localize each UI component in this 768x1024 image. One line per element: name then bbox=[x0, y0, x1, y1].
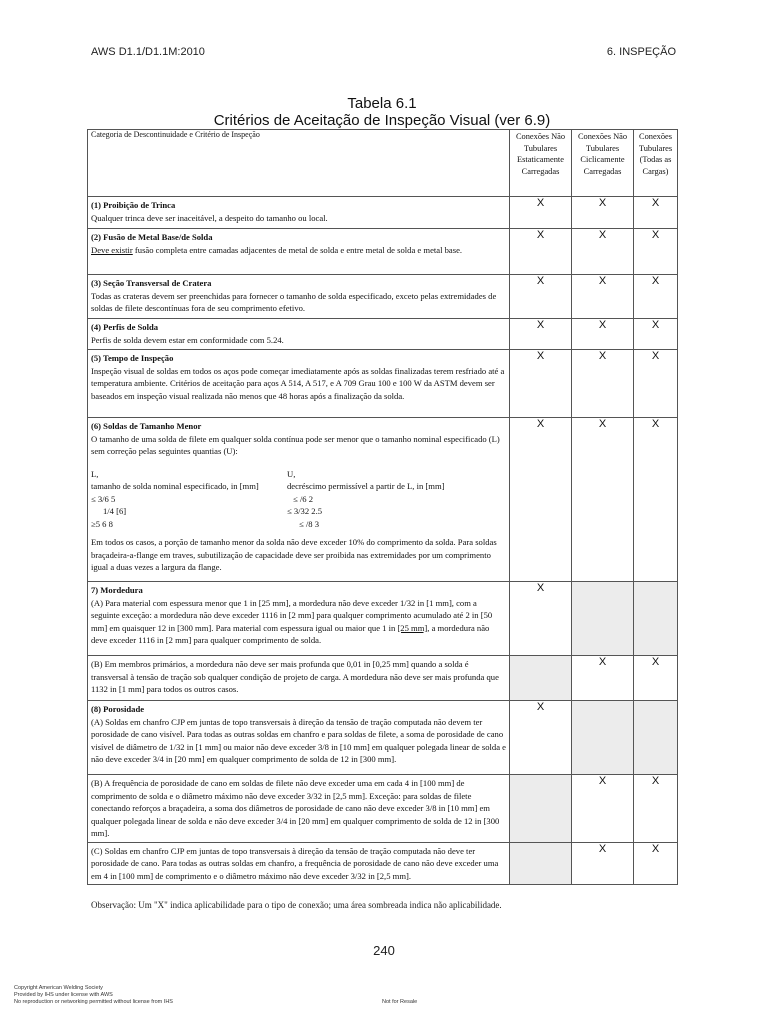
applicability-mark: X bbox=[572, 842, 634, 885]
applicability-mark: X bbox=[572, 350, 634, 418]
criterion-text: Qualquer trinca deve ser inaceitável, a despeito do tamanho ou local. bbox=[91, 212, 328, 223]
criterion-text bbox=[91, 597, 506, 647]
applicability-mark: X bbox=[510, 275, 572, 319]
table-row bbox=[88, 701, 678, 775]
applicability-mark: X bbox=[510, 229, 572, 275]
applicability-mark: X bbox=[634, 319, 678, 350]
nominal-size-column bbox=[91, 468, 287, 531]
criterion-underlined: [25 mm] bbox=[397, 622, 428, 633]
running-header-chapter: 6. INSPEÇÃO bbox=[606, 46, 676, 58]
table-header-row bbox=[88, 130, 678, 197]
criterion-note: Em todos os casos, a porção de tamanho menor da solda não deve exceder 10% do comprimento da solda. Para soldas braçadeira-a-flange em traves, subutilização de capacidade deve ser proibida nas extremidades por um comprimento igual a duas vezes a largura da flange. bbox=[91, 537, 497, 572]
applicability-mark: X bbox=[634, 842, 678, 885]
criterion-text: (B) Em membros primários, a mordedura não deve ser mais profunda que 0,01 in [0,25 mm] quando a solda é transversal à tensão de tração sob qualquer condição de projeto de carga. A mordedura não deve ser mais profunda que 1132 in [1 mm] para todos os outros casos. bbox=[91, 659, 499, 694]
copyright-line: Copyright American Welding Society bbox=[14, 985, 103, 991]
criterion-cell bbox=[88, 197, 510, 229]
criterion-cell bbox=[88, 775, 510, 843]
criterion-cell bbox=[88, 319, 510, 350]
acceptance-criteria-table bbox=[87, 129, 678, 885]
criterion-cell bbox=[88, 582, 510, 656]
applicability-mark: X bbox=[510, 701, 572, 775]
criterion-text: Todas as crateras devem ser preenchidas para fornecer o tamanho de solda especificado, exceto pelas extremidades de soldas de filete descontínuas fora de seu comprimento efetivo. bbox=[91, 290, 497, 313]
criterion-title: (6) Soldas de Tamanho Menor bbox=[91, 421, 202, 431]
criterion-cell bbox=[88, 656, 510, 701]
nominal-size-value: 1/4 [6] bbox=[103, 506, 127, 516]
table-number: Tabela 6.1 bbox=[347, 95, 417, 112]
applicability-mark: X bbox=[572, 418, 634, 582]
applicability-mark: X bbox=[572, 775, 634, 843]
license-line: Provided by IHS under license with AWS bbox=[14, 992, 113, 998]
nominal-size-head: L, bbox=[91, 468, 99, 479]
applicability-mark: X bbox=[572, 319, 634, 350]
reproduction-line: No reproduction or networking permitted without license from IHS bbox=[14, 999, 173, 1005]
header-static-nontubular: Conexões Não Tubulares Estaticamente Carregadas bbox=[510, 130, 572, 197]
applicability-mark: X bbox=[510, 197, 572, 229]
criterion-title: (8) Porosidade bbox=[91, 704, 145, 714]
table-row bbox=[88, 775, 678, 843]
criterion-text: (A) Soldas em chanfro CJP em juntas de topo transversais à direção da tensão de tração computada não devem ter porosidade de cano visível. Para todas as outras soldas em chanfro e para soldas de filete, a soma de porosidade de cano visível de diâmetro de 1/32 in [1 mm] ou maior não deve exceder 3/8 in [10 mm] em qualquer polegada linear de solda e não deve exceder 3/4 in [20 mm] em qualquer comprimento de solda de 12 in [300 mm]. bbox=[91, 716, 506, 764]
header-cyclic-nontubular: Conexões Não Tubulares Ciclicamente Carregadas bbox=[572, 130, 634, 197]
applicability-mark: X bbox=[634, 275, 678, 319]
not-applicable-cell bbox=[510, 775, 572, 843]
not-applicable-cell bbox=[634, 582, 678, 656]
not-for-resale: Not for Resale bbox=[382, 999, 418, 1005]
allowance-value: ≤ 3/32 2.5 bbox=[287, 506, 323, 516]
criterion-text-part: (A) Para material com espessura menor que 1 in [25 mm], a mordedura não deve exceder 1/32 in [1 mm], com a seguinte exceção: a mordedura não deve exceder 1116 in [2 mm] para qualquer comprimento acumulado até 2 in [50 mm] em quaisquer 12 in [300 mm]. Para material com espessura igual ou maior que 1 in bbox=[91, 597, 493, 633]
running-header-standard: AWS D1.1/D1.1M:2010 bbox=[91, 46, 205, 58]
table-row bbox=[88, 229, 678, 275]
criterion-text-part: , a mordedura não deve exceder 1116 in [2 mm] para qualquer comprimento de solda. bbox=[91, 622, 490, 645]
applicability-mark: X bbox=[572, 656, 634, 701]
criterion-title: (1) Proibição de Trinca bbox=[91, 200, 176, 210]
applicability-mark: X bbox=[572, 229, 634, 275]
criterion-cell bbox=[88, 842, 510, 885]
not-applicable-cell bbox=[572, 582, 634, 656]
not-applicable-cell bbox=[510, 656, 572, 701]
header-category: Categoria de Descontinuidade e Critério de Inspeção bbox=[88, 130, 510, 197]
table-row bbox=[88, 418, 678, 582]
applicability-mark: X bbox=[634, 656, 678, 701]
criterion-underlined: Deve existir bbox=[91, 244, 133, 255]
criterion-title: 7) Mordedura bbox=[91, 585, 143, 595]
applicability-mark: X bbox=[510, 418, 572, 582]
table-footnote: Observação: Um "X" indica aplicabilidade para o tipo de conexão; uma área sombreada indica não aplicabilidade. bbox=[91, 900, 502, 910]
criterion-cell bbox=[88, 229, 510, 275]
criterion-cell bbox=[88, 701, 510, 775]
not-applicable-cell bbox=[510, 842, 572, 885]
table-caption: Critérios de Aceitação de Inspeção Visual (ver 6.9) bbox=[213, 112, 551, 129]
criterion-cell bbox=[88, 418, 510, 582]
applicability-mark: X bbox=[510, 350, 572, 418]
table-title bbox=[87, 95, 677, 130]
table-row bbox=[88, 656, 678, 701]
table-row bbox=[88, 275, 678, 319]
criterion-text: O tamanho de uma solda de filete em qualquer solda contínua pode ser menor que o tamanho nominal especificado (L) sem correção pelas seguintes quantias (U): bbox=[91, 433, 500, 456]
table-row bbox=[88, 197, 678, 229]
nominal-size-desc: tamanho de solda nominal especificado, in [mm] bbox=[91, 481, 259, 491]
criterion-text: Perfis de solda devem estar em conformidade com 5.24. bbox=[91, 334, 284, 345]
applicability-mark: X bbox=[572, 197, 634, 229]
criterion-title: (5) Tempo de Inspeção bbox=[91, 353, 174, 363]
table-row bbox=[88, 842, 678, 885]
nominal-size-value: ≤ 3/6 5 bbox=[91, 493, 116, 504]
table-row bbox=[88, 582, 678, 656]
applicability-mark: X bbox=[634, 229, 678, 275]
applicability-mark: X bbox=[634, 350, 678, 418]
not-applicable-cell bbox=[572, 701, 634, 775]
criterion-cell bbox=[88, 350, 510, 418]
header-tubular: Conexões Tubulares (Todas as Cargas) bbox=[634, 130, 678, 197]
allowance-column bbox=[287, 468, 445, 531]
criterion-text bbox=[91, 244, 506, 257]
criterion-title: (4) Perfis de Solda bbox=[91, 322, 159, 332]
criterion-text: (B) A frequência de porosidade de cano em soldas de filete não deve exceder uma em cada 4 in [100 mm] de comprimento de solda e o diâmetro máximo não deve exceder 3/32 in [2,5 mm]. Exceção: para soldas de filete conectando reforços a braçadeira, a soma dos diâmetros de porosidade de cano não deve exceder 3/8 in [10 mm] em qualquer polegada linear de solda e não deve exceder 3/4 in [20 mm] em qualquer comprimento de solda de 12 in [300 mm]. bbox=[91, 778, 500, 838]
table-row bbox=[88, 319, 678, 350]
applicability-mark: X bbox=[510, 319, 572, 350]
criterion-title: (3) Seção Transversal de Cratera bbox=[91, 278, 212, 288]
criterion-title: (2) Fusão de Metal Base/de Solda bbox=[91, 232, 213, 242]
not-applicable-cell bbox=[634, 701, 678, 775]
allowance-value: ≤ /6 2 bbox=[293, 493, 313, 504]
page-number: 240 bbox=[373, 943, 395, 958]
applicability-mark: X bbox=[634, 775, 678, 843]
criterion-cell bbox=[88, 275, 510, 319]
applicability-mark: X bbox=[634, 197, 678, 229]
applicability-mark: X bbox=[510, 582, 572, 656]
criterion-text: Inspeção visual de soldas em todos os aços pode começar imediatamente após as soldas finalizadas terem resfriado até a temperatura ambiente. Critérios de aceitação para aços A 514, A 517, e A 709 Grau 100 e 100 W da ASTM devem ser baseados em inspeção visual realizada não menos que 48 horas após a finalização da solda. bbox=[91, 365, 505, 401]
criterion-text-rest: fusão completa entre camadas adjacentes de metal de solda e entre metal de solda e metal base. bbox=[132, 244, 463, 255]
allowance-head: U, bbox=[287, 468, 296, 479]
allowance-desc: decréscimo permissível a partir de L, in [mm] bbox=[287, 481, 445, 491]
applicability-mark: X bbox=[634, 418, 678, 582]
undersize-allowance-table bbox=[91, 468, 506, 531]
criterion-text: (C) Soldas em chanfro CJP em juntas de topo transversais à direção da tensão de tração computada não deve ter porosidade de cano. Para todas as outras soldas em chanfro, a frequência de porosidade de cano não deve exceder uma em 4 in [100 mm] de comprimento e o diâmetro máximo não deve exceder 3/32 in [2,5 mm]. bbox=[91, 845, 499, 881]
applicability-mark: X bbox=[572, 275, 634, 319]
table-row bbox=[88, 350, 678, 418]
allowance-value: ≤ /8 3 bbox=[299, 518, 319, 529]
nominal-size-value: ≥5 6 8 bbox=[91, 518, 113, 529]
